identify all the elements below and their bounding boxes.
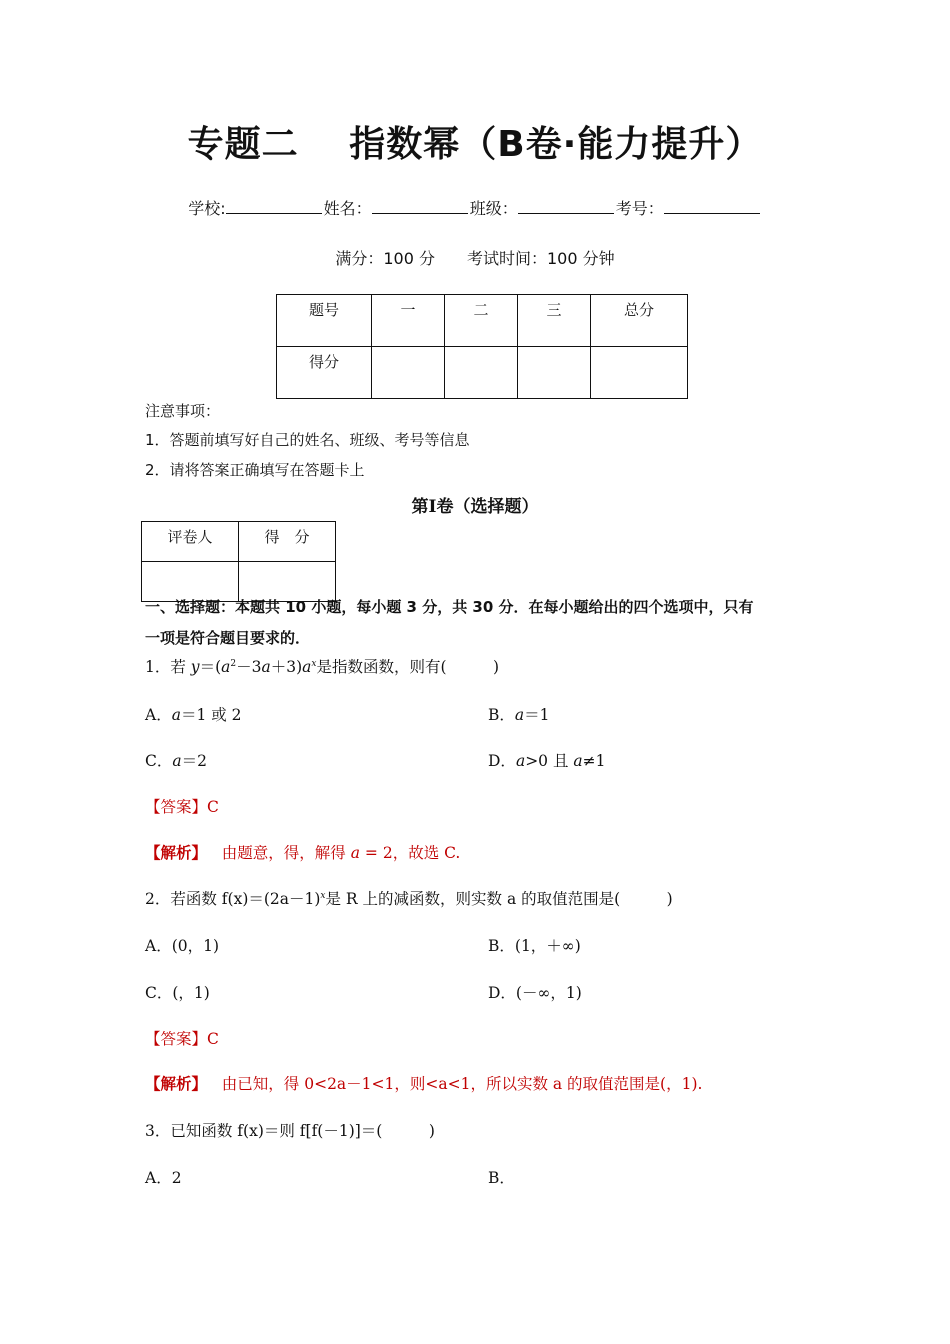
- score-header-cell: 一: [372, 295, 445, 347]
- question-3-stem: 3．已知函数 f(x)＝则 f[f(－1)]＝( ): [145, 1122, 435, 1140]
- name-label: 姓名：: [323, 199, 372, 218]
- note-item: 2．请将答案正确填写在答题卡上: [145, 461, 365, 479]
- student-info-line: [0, 196, 950, 219]
- part-one-instruction: 一项是符合题目要求的．: [145, 629, 311, 647]
- section-title: 第Ⅰ卷（选择题）: [411, 497, 539, 517]
- school-blank[interactable]: [226, 199, 322, 214]
- question-3-option-b[interactable]: B．: [488, 1169, 515, 1187]
- question-1-stem: 1．若 $y=(a^2-3a+3)a^x$是指数函数，则有( ): [145, 658, 500, 676]
- class-blank[interactable]: [518, 199, 614, 214]
- grader-label: 评卷人: [142, 522, 239, 562]
- class-label: 班级：: [469, 199, 518, 218]
- exam-no-label: 考号：: [615, 199, 664, 218]
- note-item: 1．答题前填写好自己的姓名、班级、考号等信息: [145, 431, 470, 449]
- question-2-stem: 2．若函数 $f(x)=(2a-1)^x$是 R 上的减函数，则实数 a 的取值范围是( ): [145, 890, 673, 908]
- score-header-cell: 总分: [591, 295, 688, 347]
- question-1-option-c[interactable]: C．a＝2: [145, 752, 207, 770]
- question-1-option-a[interactable]: A．a＝1 或 2: [145, 706, 242, 724]
- question-1-answer: 【答案】C: [145, 798, 219, 816]
- score-header-cell: 三: [518, 295, 591, 347]
- score-cell[interactable]: [445, 347, 518, 399]
- name-blank[interactable]: [372, 199, 468, 214]
- question-2-option-a[interactable]: A．(0，1): [145, 937, 220, 955]
- score-table-score-row: [277, 347, 688, 399]
- score-cell[interactable]: [518, 347, 591, 399]
- notes-heading: 注意事项：: [145, 402, 221, 420]
- grader-table: [141, 521, 336, 602]
- question-1-option-b[interactable]: B．a＝1: [488, 706, 550, 724]
- part-one-instruction: 一、选择题：本题共 10 小题，每小题 3 分，共 30 分．在每小题给出的四个选项中，只有: [145, 598, 754, 616]
- question-1-option-d[interactable]: D．a>0 且 a≠1: [488, 752, 606, 770]
- question-2-option-b[interactable]: B．(1，＋∞): [488, 937, 581, 955]
- question-2-answer: 【答案】C: [145, 1030, 219, 1048]
- score-header-cell: 二: [445, 295, 518, 347]
- question-3-option-a[interactable]: A．2: [145, 1169, 182, 1187]
- score-cell[interactable]: [591, 347, 688, 399]
- score-header-cell: 题号: [277, 295, 372, 347]
- school-label: 学校:: [188, 199, 226, 218]
- score-cell[interactable]: [372, 347, 445, 399]
- page-title: 专题二 指数幂（B卷·能力提升）: [187, 124, 763, 165]
- full-mark-time: 满分：100 分 考试时间：100 分钟: [335, 249, 615, 268]
- score-row-label: 得分: [277, 347, 372, 399]
- question-1-analysis: 【解析】 由题意，得，解得 a = 2，故选 C.: [145, 843, 461, 862]
- score-table: [276, 294, 688, 399]
- question-2-option-d[interactable]: D．(－∞，1): [488, 984, 582, 1002]
- question-2-analysis: 【解析】 由已知，得 0<2a－1<1，则<a<1，所以实数 a 的取值范围是(，1).: [145, 1074, 703, 1093]
- question-2-option-c[interactable]: C．(，1): [145, 984, 210, 1002]
- exam-no-blank[interactable]: [664, 199, 760, 214]
- score-table-header-row: [277, 295, 688, 347]
- grader-score-label: 得 分: [239, 522, 336, 562]
